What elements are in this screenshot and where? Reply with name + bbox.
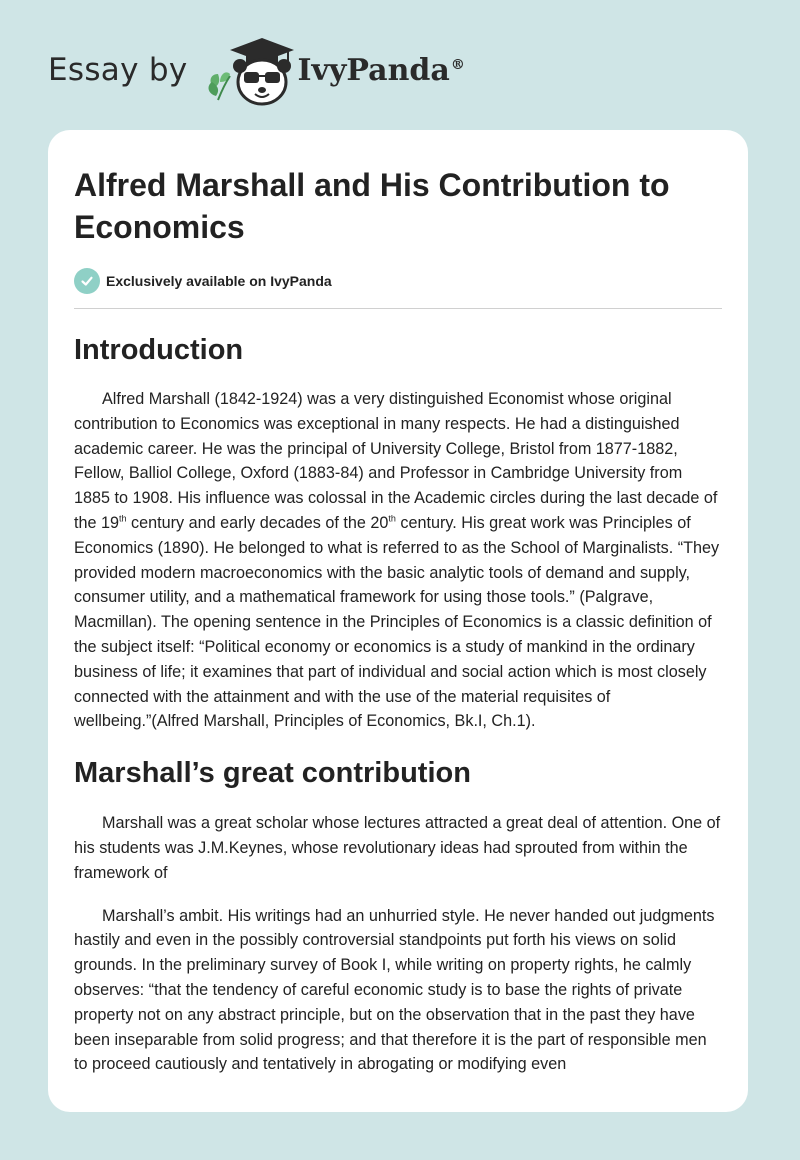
divider bbox=[74, 308, 722, 309]
registered-mark: ® bbox=[450, 56, 465, 73]
checkmark-icon bbox=[74, 268, 100, 294]
ivypanda-brand[interactable]: IvyPanda® bbox=[297, 52, 465, 88]
essay-by-label: Essay by bbox=[48, 52, 188, 88]
contribution-paragraph-1: Marshall was a great scholar whose lectures attracted a great deal of attention. One of his students was J.M.Keynes, whose revolutionary ideas had sprouted from within the framework of bbox=[74, 814, 721, 882]
section-heading-contribution: Marshall’s great contribution bbox=[74, 757, 471, 790]
panda-logo-icon[interactable] bbox=[200, 30, 296, 110]
site-header bbox=[48, 30, 465, 110]
article-card bbox=[48, 130, 748, 1112]
contribution-paragraph-2: Marshall’s ambit. His writings had an unhurried style. He never handed out judgments hastily and even in the possibly controversial standpoints put forth his views on solid grounds. In the preliminary survey of Book I, while writing on property rights, he calmly observes: “that the tendency of careful economic study is to base the rights of private property not on any abstract principle, but on the observation that in the past they have been inseparable from solid progress; and that therefore it is the part of responsible men to proceed cautiously and tentatively in abrogating or modifying even bbox=[74, 906, 715, 1074]
exclusive-badge bbox=[74, 268, 722, 294]
section-heading-introduction: Introduction bbox=[74, 334, 244, 366]
exclusive-label: Exclusively available on IvyPanda bbox=[106, 273, 332, 289]
intro-paragraph: Alfred Marshall (1842-1924) was a very distinguished Economist whose original contribution to Economics was exceptional in many respects. He had a distinguished academic career. He was the principal of University College, Bristol from 1877-1882, Fellow, Balliol College, Oxford (1883-84) and Professor in Cambridge University from 1885 to 1908. His influence was colossal in the Academic circles during the last decade of the 19th century and early decades of the 20th century. His great work was Principles of Economics (1890). He belonged to what is referred to as the School of Marginalists. “They provided modern macroeconomics with the basic analytic tools of demand and supply, consumer utility, and a mathematical framework for using those tools.” (Palgrave, Macmillan). The opening sentence in the Principles of Economics is a classic definition of the subject itself: “Political economy or economics is a study of mankind in the ordinary business of life; it examines that part of individual and social action which is most closely connected with the attainment and with the use of the material requisites of wellbeing.”(Alfred Marshall, Principles of Economics, Bk.I, Ch.1). bbox=[74, 390, 720, 731]
article-title: Alfred Marshall and His Contribution to Economics bbox=[74, 167, 670, 245]
